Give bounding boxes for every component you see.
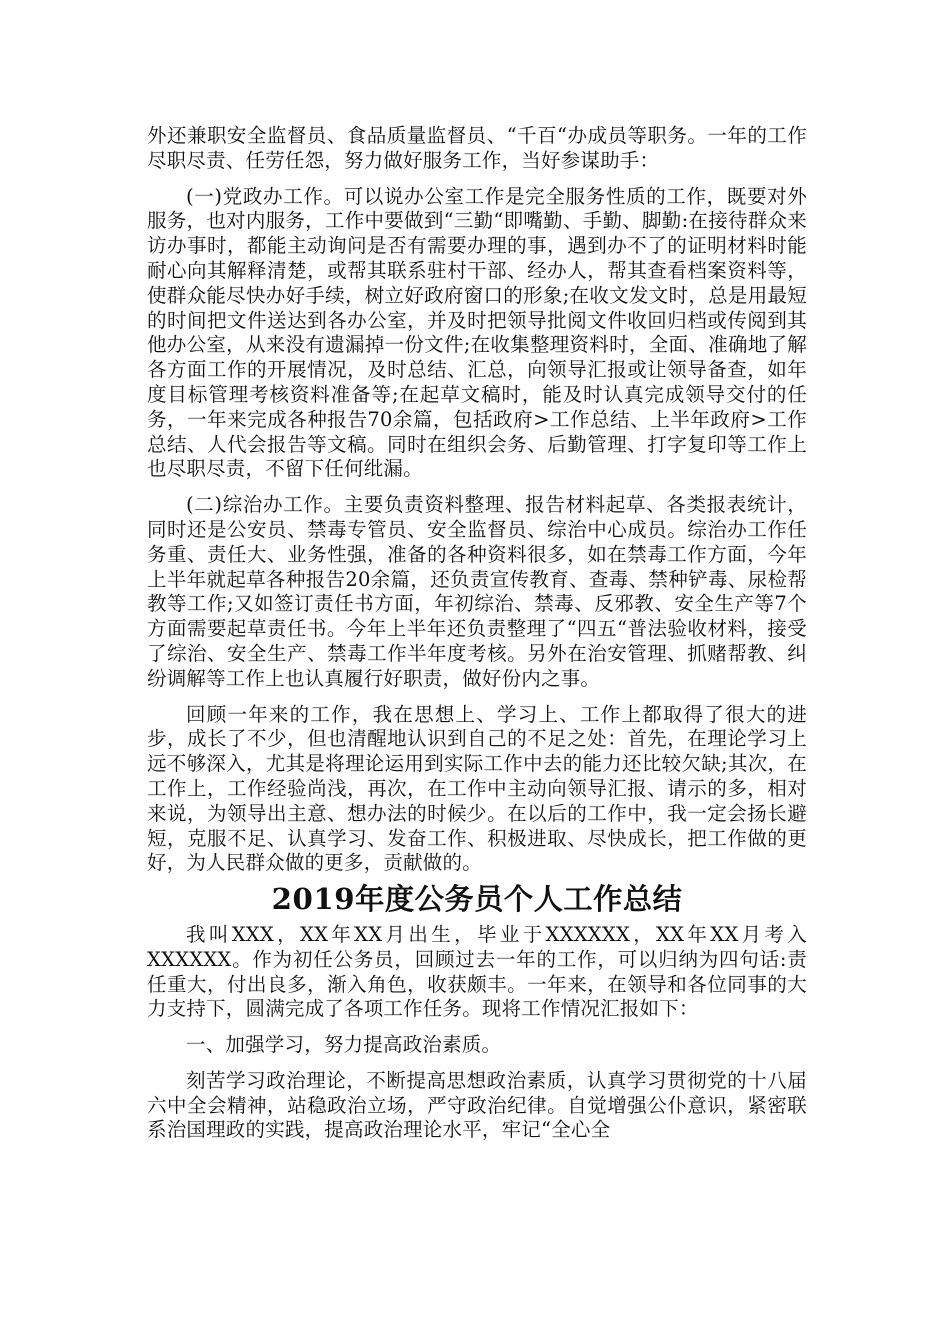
paragraph-continuation: 外还兼职安全监督员、食品质量监督员、“千百“办成员等职务。一年的工作尽职尽责、任劳任怨，努力做好服务工作，当好参谋助手： <box>147 124 807 172</box>
paragraph-intro: 我叫XXX，XX年XX月出生，毕业于XXXXXX，XX年XX月考入XXXXXX。作为初任公务员，回顾过去一年的工作，可以归纳为四句话:责任重大，付出良多，渐入角色，收获颇丰。一年来，在领导和各位同事的大力支持下，圆满完成了各项工作任务。现将工作情况汇报如下： <box>147 922 807 1021</box>
paragraph-review: 回顾一年来的工作，我在思想上、学习上、工作上都取得了很大的进步，成长了不少，但也清醒地认识到自己的不足之处：首先，在理论学习上远不够深入，尤其是将理论运用到实际工作中去的能力还比较欠缺;其次，在工作上，工作经验尚浅，再次，在工作中主动向领导汇报、请示的多，相对来说，为领导出主意、想办法的时候少。在以后的工作中，我一定会扬长避短，克服不足、认真学习、发奋工作、积极进取、尽快成长，把工作做的更好，为人民群众做的更多，贡献做的。 <box>147 702 807 875</box>
paragraph-party-office: (一)党政办工作。可以说办公室工作是完全服务性质的工作，既要对外服务，也对内服务，工作中要做到“三勤“即嘴勤、手勤、脚勤:在接待群众来访办事时，都能主动询问是否有需要办理的事，遇到办不了的证明材料时能耐心向其解释清楚，或帮其联系驻村干部、经办人，帮其查看档案资料等，使群众能尽快办好手续，树立好政府窗口的形象;在收文发文时，总是用最短的时间把文件送达到各办公室，并及时把领导批阅文件收回归档或传阅到其他办公室，从来没有遗漏掉一份文件;在收集整理资料时，全面、准确地了解各方面工作的开展情况，及时总结、汇总，向领导汇报或让领导备查，如年度目标管理考核资料准备等;在起草文稿时，能及时认真完成领导交付的任务，一年来完成各种报告70余篇，包括政府>工作总结、上半年政府>工作总结、人代会报告等文稿。同时在组织会务、后勤管理、打字复印等工作上也尽职尽责，不留下任何纰漏。 <box>147 184 807 481</box>
section-heading: 2019年度公务员个人工作总结 <box>271 882 683 917</box>
paragraph-study: 刻苦学习政治理论，不断提高思想政治素质，认真学习贯彻党的十八届六中全会精神，站稳政治立场，严守政治纪律。自觉增强公仆意识，紧密联系治国理政的实践，提高政治理论水平，牢记“全心全 <box>147 1068 807 1142</box>
paragraph-comprehensive-office: (二)综治办工作。主要负责资料整理、报告材料起草、各类报表统计，同时还是公安员、禁毒专管员、安全监督员、综治中心成员。综治办工作任务重、责任大、业务性强，准备的各种资料很多，如在禁毒工作方面，今年上半年就起草各种报告20余篇，还负责宣传教育、查毒、禁种铲毒、尿检帮教等工作;又如签订责任书方面，年初综治、禁毒、反邪教、安全生产等7个方面需要起草责任书。今年上半年还负责整理了“四五“普法验收材料，接受了综治、安全生产、禁毒工作半年度考核。另外在治安管理、抓赌帮教、纠纷调解等工作上也认真履行好职责，做好份内之事。 <box>147 493 807 690</box>
document-page <box>147 124 807 1154</box>
paragraph-subheading: 一、加强学习，努力提高政治素质。 <box>186 1033 502 1057</box>
